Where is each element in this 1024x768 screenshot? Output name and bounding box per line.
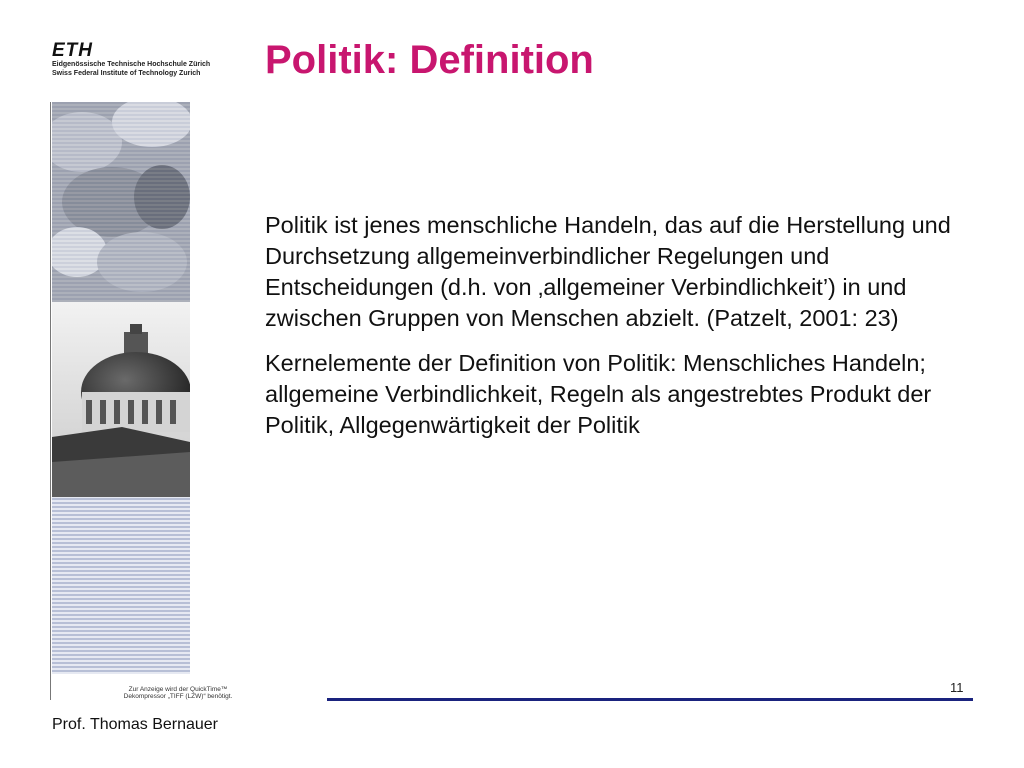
logo-line-german: Eidgenössische Technische Hochschule Zürich (52, 61, 211, 68)
page-number: 11 (950, 680, 964, 695)
footer-rule (327, 698, 973, 701)
left-divider (50, 102, 51, 700)
logo-line-english: Swiss Federal Institute of Technology Zurich (52, 70, 201, 77)
definition-paragraph: Politik ist jenes menschliche Handeln, das auf die Herstellung und Durchsetzung allgemeinverbindlicher Regelungen und Entscheidungen (d.h. von ‚allgemeiner Verbindlichkeit’) in und zwischen Gruppen von Menschen abzielt. (Patzelt, 2001: 23) (265, 212, 951, 331)
slide-body (265, 210, 985, 455)
sidebar-photo-collage (52, 102, 190, 674)
author-name: Prof. Thomas Bernauer (52, 716, 219, 733)
quicktime-notice: Zur Anzeige wird der QuickTime™ Dekompressor „TIFF (LZW)“ benötigt. (123, 686, 233, 700)
core-elements-paragraph: Kernelemente der Definition von Politik: Menschliches Handeln; allgemeine Verbindlichkeit, Regeln als angestrebtes Produkt der Politik, Allgegenwärtigkeit der Politik (265, 350, 932, 438)
slide-title: Politik: Definition (265, 38, 594, 82)
logo-mark: ETH (52, 40, 93, 61)
eth-logo (52, 42, 232, 78)
